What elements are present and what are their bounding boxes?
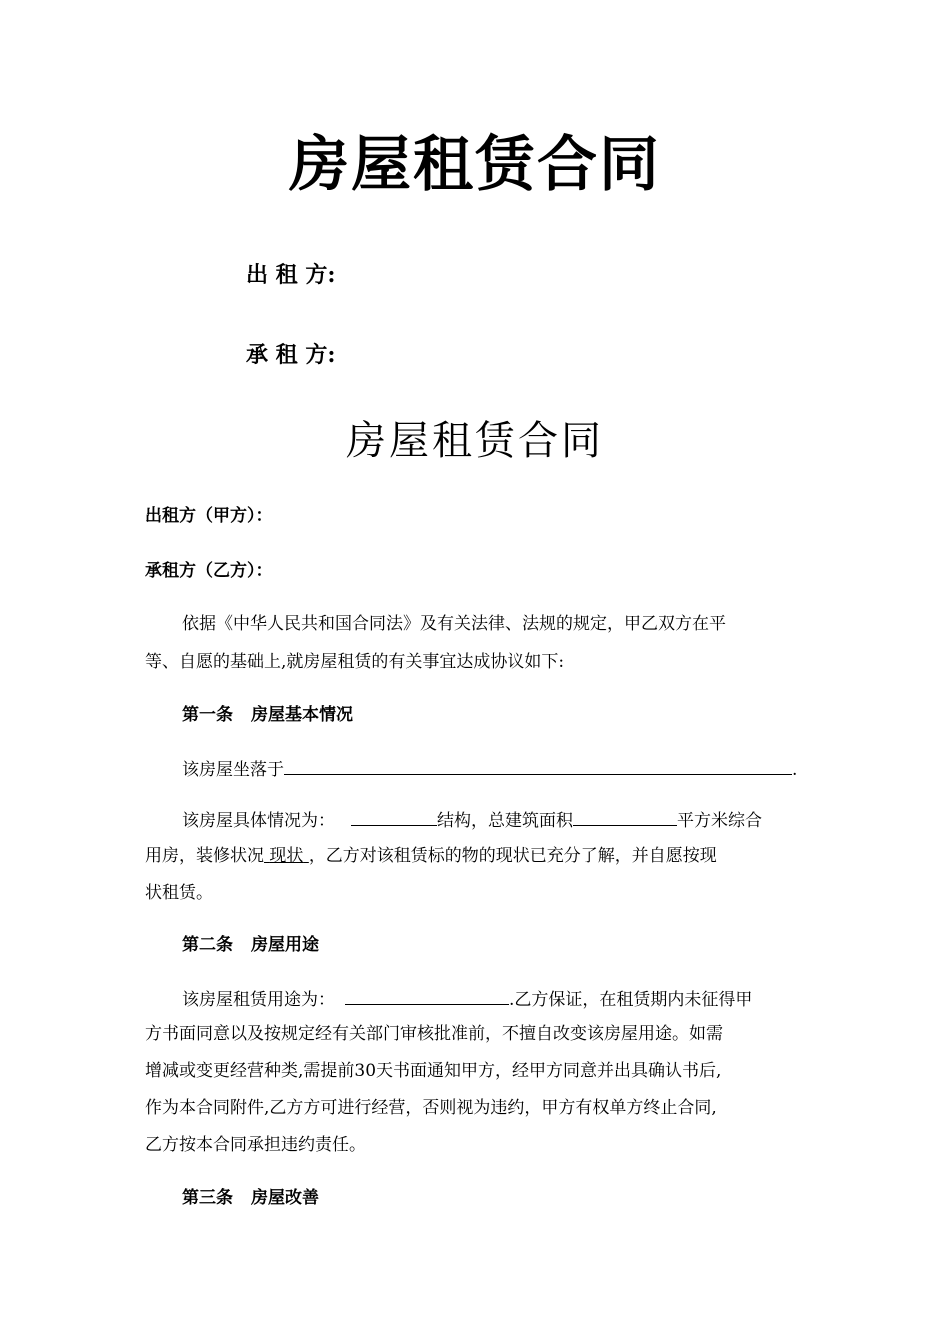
detail-prefix: 该房屋具体情况为： [182, 811, 335, 831]
area-blank[interactable] [573, 806, 677, 826]
article-2-line-2: 方书面同意以及按规定经有关部门审核批准前，不擅自改变该房屋用途。如需 [145, 1024, 723, 1044]
intro-paragraph-line-2: 等、自愿的基础上,就房屋租赁的有关事宜达成协议如下: [145, 652, 565, 672]
party-a-label: 出租方（甲方）： [145, 506, 273, 526]
article-2-title: 房屋用途 [251, 935, 319, 955]
article-3-heading [182, 1186, 319, 1210]
document-title: 房屋租赁合同 [346, 418, 604, 464]
area-suffix: 平方米综合 [677, 811, 762, 831]
party-b-label: 承租方（乙方）： [145, 561, 273, 581]
condition-prefix: 用房，装修状况 [145, 846, 264, 866]
structure-blank[interactable] [351, 806, 437, 826]
article-1-detail-line-2 [145, 844, 717, 868]
article-2-use-line [182, 985, 752, 1012]
use-prefix: 该房屋租赁用途为： [182, 990, 335, 1010]
location-prefix: 该房屋坐落于 [182, 760, 284, 780]
article-2-line-4: 作为本合同附件,乙方方可进行经营，否则视为违约，甲方有权单方终止合同, [145, 1098, 717, 1118]
cover-title: 房屋租赁合同 [289, 130, 661, 200]
use-suffix: .乙方保证，在租赁期内未征得甲 [509, 990, 753, 1010]
article-1-heading [182, 703, 353, 727]
location-suffix: . [792, 760, 798, 780]
article-3-number: 第三条 [182, 1188, 233, 1208]
cover-lessee-label: 承 租 方: [246, 342, 336, 368]
article-1-detail-line-1 [182, 806, 762, 833]
article-2-line-3: 增减或变更经营种类,需提前30天书面通知甲方，经甲方同意并出具确认书后, [145, 1061, 722, 1081]
condition-suffix: ，乙方对该租赁标的物的现状已充分了解，并自愿按现 [308, 846, 717, 866]
article-1-title: 房屋基本情况 [251, 705, 353, 725]
condition-value: 现状 [269, 846, 304, 866]
article-2-heading [182, 933, 319, 957]
article-3-title: 房屋改善 [251, 1188, 319, 1208]
article-2-line-5: 乙方按本合同承担违约责任。 [145, 1135, 366, 1155]
use-blank[interactable] [345, 985, 509, 1005]
intro-paragraph-line-1: 依据《中华人民共和国合同法》及有关法律、法规的规定，甲乙双方在平 [182, 614, 726, 634]
structure-suffix: 结构，总建筑面积 [437, 811, 573, 831]
article-1-detail-line-3: 状租赁。 [145, 883, 213, 903]
location-blank[interactable] [284, 755, 792, 775]
article-1-number: 第一条 [182, 705, 233, 725]
cover-lessor-label: 出 租 方: [246, 262, 336, 288]
article-1-location-line [182, 755, 797, 782]
article-2-number: 第二条 [182, 935, 233, 955]
